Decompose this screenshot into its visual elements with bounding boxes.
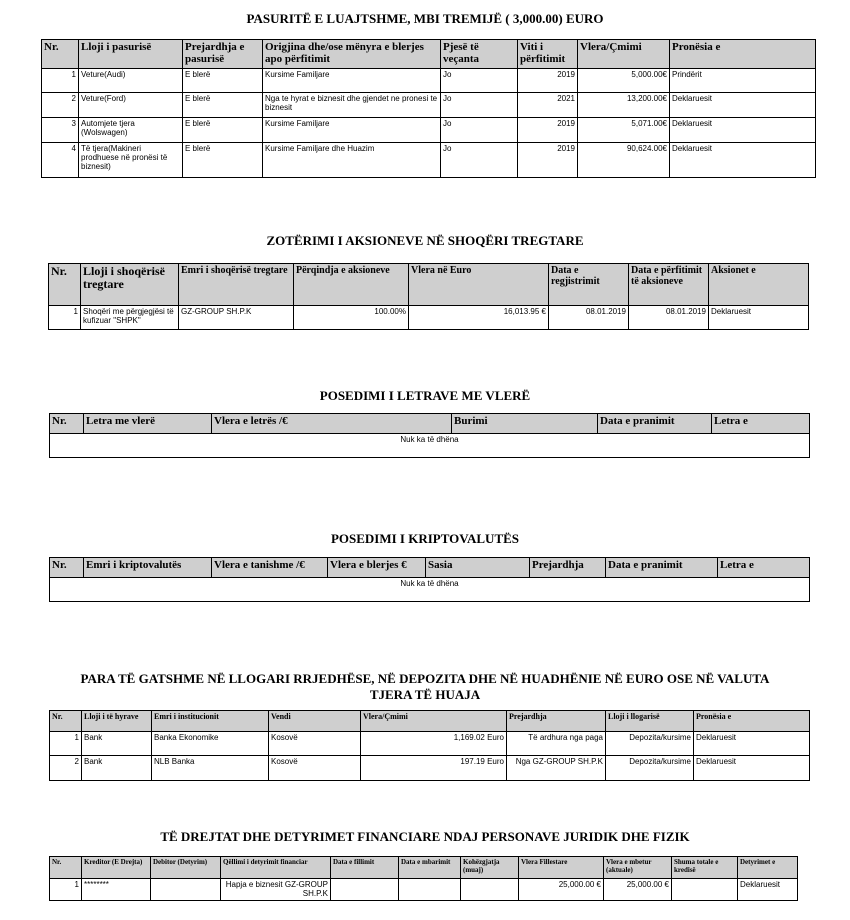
- table-header-row: [50, 857, 798, 879]
- cell-owner: Prindërit: [670, 69, 816, 93]
- cell-asset-type: Veture(Audi): [79, 69, 183, 93]
- column-header: Data e regjistrimit: [549, 264, 629, 306]
- cell-owner: Deklaruesit: [670, 118, 816, 143]
- column-header: Qëllimi i detyrimit financiar: [221, 857, 331, 879]
- cell-purpose: Hapja e biznesit GZ-GROUP SH.P.K: [221, 879, 331, 901]
- cell-nr: 2: [50, 756, 82, 781]
- column-header: Prejardhja: [507, 711, 606, 732]
- cell-owner: Deklaruesit: [709, 306, 809, 330]
- cell-income-type: Bank: [82, 732, 152, 756]
- table-row: [50, 756, 810, 781]
- cell-institution: Banka Ekonomike: [152, 732, 269, 756]
- cell-year: 2019: [518, 118, 578, 143]
- cell-nr: 1: [50, 879, 82, 901]
- cell-value: 13,200.00€: [578, 93, 670, 118]
- table-row: [42, 143, 816, 178]
- cell-owner: Deklaruesit: [694, 732, 810, 756]
- cell-debtor: [151, 879, 221, 901]
- table-row: [42, 118, 816, 143]
- securities-table: [49, 413, 810, 458]
- cell-provenance: Të ardhura nga paga: [507, 732, 606, 756]
- column-header: Letra me vlerë: [84, 414, 212, 434]
- cell-income-type: Bank: [82, 756, 152, 781]
- section-title-shares: ZOTËRIMI I AKSIONEVE NË SHOQËRI TREGTARE: [266, 233, 584, 248]
- column-header: Nr.: [42, 40, 79, 69]
- cell-value: 197.19 Euro: [361, 756, 507, 781]
- cell-nr: 3: [42, 118, 79, 143]
- shares-table: [48, 263, 809, 330]
- column-header: Përqindja e aksioneve: [294, 264, 409, 306]
- column-header: Nr.: [50, 414, 84, 434]
- cell-special-parts: Jo: [441, 118, 518, 143]
- column-header: Vlera në Euro: [409, 264, 549, 306]
- column-header: Origjina dhe/ose mënyra e blerjes apo përfitimit: [263, 40, 441, 69]
- column-header: Vlera/Çmimi: [361, 711, 507, 732]
- column-header: Emri i shoqërisë tregtare: [179, 264, 294, 306]
- cell-account-type: Depozita/kursime: [606, 756, 694, 781]
- column-header: Vendi: [269, 711, 361, 732]
- cell-value: 5,071.00€: [578, 118, 670, 143]
- section-title-movable-assets: PASURITË E LUAJTSHME, MBI TREMIJË ( 3,000.00) EURO: [246, 11, 604, 26]
- column-header: Pronësia e: [670, 40, 816, 69]
- table-header-row: [50, 711, 810, 732]
- column-header: Vlera/Çmimi: [578, 40, 670, 69]
- column-header: Viti i përfitimit: [518, 40, 578, 69]
- column-header: Vlera e tanishme /€: [212, 558, 328, 578]
- cell-provenance: E blerë: [183, 118, 263, 143]
- column-header: Nr.: [50, 711, 82, 732]
- column-header: Data e fillimit: [331, 857, 399, 879]
- section-title-securities: POSEDIMI I LETRAVE ME VLERË: [319, 388, 531, 403]
- cell-provenance: Nga GZ-GROUP SH.P.K: [507, 756, 606, 781]
- cell-value: 1,169.02 Euro: [361, 732, 507, 756]
- cell-registration-date: 08.01.2019: [549, 306, 629, 330]
- cell-nr: 1: [42, 69, 79, 93]
- column-header: Letra e: [718, 558, 810, 578]
- column-header: Kohëzgjatja (muaj): [461, 857, 519, 879]
- table-row: [50, 732, 810, 756]
- section-title-cash: PARA TË GATSHME NË LLOGARI RRJEDHËSE, NË DEPOZITA DHE NË HUADHËNIE NË EURO OSE NË VALUTA TJERA TË HUAJA: [80, 671, 770, 702]
- cash-table: [49, 710, 810, 781]
- movable-assets-table: [41, 39, 816, 178]
- column-header: Nr.: [49, 264, 81, 306]
- cell-nr: 4: [42, 143, 79, 178]
- table-header-row: [42, 40, 816, 69]
- table-row: [50, 879, 798, 901]
- column-header: Vlera e letrës /€: [212, 414, 452, 434]
- column-header: Vlera e blerjes €: [328, 558, 426, 578]
- column-header: Nr.: [50, 857, 82, 879]
- cell-special-parts: Jo: [441, 143, 518, 178]
- column-header: Aksionet e: [709, 264, 809, 306]
- cell-origin: Nga te hyrat e biznesit dhe gjendet ne pronesi te biznesit: [263, 93, 441, 118]
- cell-owner: Deklaruesit: [694, 756, 810, 781]
- cell-provenance: E blerë: [183, 143, 263, 178]
- column-header: Data e pranimit: [598, 414, 712, 434]
- section-title-obligations: TË DREJTAT DHE DETYRIMET FINANCIARE NDAJ PERSONAVE JURIDIK DHE FIZIK: [160, 829, 690, 844]
- cell-value: 5,000.00€: [578, 69, 670, 93]
- cell-asset-type: Automjete tjera (Wolswagen): [79, 118, 183, 143]
- cell-share-percent: 100.00%: [294, 306, 409, 330]
- cell-origin: Kursime Familjare: [263, 118, 441, 143]
- column-header: Letra e: [712, 414, 810, 434]
- column-header: Lloji i shoqërisë tregtare: [81, 264, 179, 306]
- cell-owner: Deklaruesit: [738, 879, 798, 901]
- cell-remaining-value: 25,000.00 €: [604, 879, 672, 901]
- cell-institution: NLB Banka: [152, 756, 269, 781]
- cell-duration: [461, 879, 519, 901]
- cell-acquisition-date: 08.01.2019: [629, 306, 709, 330]
- cell-provenance: E blerë: [183, 69, 263, 93]
- table-header-row: [50, 558, 810, 578]
- table-row: [49, 306, 809, 330]
- column-header: Vlera e mbetur (aktuale): [604, 857, 672, 879]
- table-header-row: [50, 414, 810, 434]
- column-header: Pjesë të veçanta: [441, 40, 518, 69]
- column-header: Data e mbarimit: [399, 857, 461, 879]
- table-row: [42, 69, 816, 93]
- cell-total-credit: [672, 879, 738, 901]
- cell-nr: 1: [50, 732, 82, 756]
- cell-country: Kosovë: [269, 756, 361, 781]
- column-header: Emri i institucionit: [152, 711, 269, 732]
- cell-start-date: [331, 879, 399, 901]
- cell-country: Kosovë: [269, 732, 361, 756]
- column-header: Data e përfitimit të aksioneve: [629, 264, 709, 306]
- column-header: Emri i kriptovalutës: [84, 558, 212, 578]
- no-data-message: Nuk ka të dhëna: [50, 578, 810, 602]
- cell-company-name: GZ-GROUP SH.P.K: [179, 306, 294, 330]
- cell-special-parts: Jo: [441, 69, 518, 93]
- cell-special-parts: Jo: [441, 93, 518, 118]
- cell-year: 2021: [518, 93, 578, 118]
- table-row: [50, 434, 810, 458]
- column-header: Detyrimet e: [738, 857, 798, 879]
- cell-end-date: [399, 879, 461, 901]
- column-header: Lloji i pasurisë: [79, 40, 183, 69]
- table-row: [50, 578, 810, 602]
- cell-origin: Kursime Familjare dhe Huazim: [263, 143, 441, 178]
- column-header: Prejardhja: [530, 558, 606, 578]
- cell-value: 90,624.00€: [578, 143, 670, 178]
- column-header: Shuma totale e kredisë: [672, 857, 738, 879]
- column-header: Lloji i të hyrave: [82, 711, 152, 732]
- cell-nr: 2: [42, 93, 79, 118]
- cell-owner: Deklaruesit: [670, 143, 816, 178]
- column-header: Pronësia e: [694, 711, 810, 732]
- no-data-message: Nuk ka të dhëna: [50, 434, 810, 458]
- cell-provenance: E blerë: [183, 93, 263, 118]
- cell-asset-type: Veture(Ford): [79, 93, 183, 118]
- cell-year: 2019: [518, 69, 578, 93]
- cell-year: 2019: [518, 143, 578, 178]
- table-row: [42, 93, 816, 118]
- cell-value-euro: 16,013.95 €: [409, 306, 549, 330]
- column-header: Nr.: [50, 558, 84, 578]
- cell-asset-type: Të tjera(Makineri prodhuese në pronësi të biznesit): [79, 143, 183, 178]
- cell-creditor: ********: [82, 879, 151, 901]
- column-header: Burimi: [452, 414, 598, 434]
- cell-initial-value: 25,000.00 €: [519, 879, 604, 901]
- obligations-table: [49, 856, 798, 901]
- cell-origin: Kursime Familjare: [263, 69, 441, 93]
- cell-owner: Deklaruesit: [670, 93, 816, 118]
- cell-company-type: Shoqëri me përgjegjësi të kufizuar "SHPK": [81, 306, 179, 330]
- column-header: Vlera Fillestare: [519, 857, 604, 879]
- column-header: Prejardhja e pasurisë: [183, 40, 263, 69]
- table-header-row: [49, 264, 809, 306]
- column-header: Data e pranimit: [606, 558, 718, 578]
- section-title-crypto: POSEDIMI I KRIPTOVALUTËS: [330, 531, 520, 546]
- cell-account-type: Depozita/kursime: [606, 732, 694, 756]
- column-header: Sasia: [426, 558, 530, 578]
- crypto-table: [49, 557, 810, 602]
- column-header: Lloji i llogarisë: [606, 711, 694, 732]
- cell-nr: 1: [49, 306, 81, 330]
- column-header: Kreditor (E Drejta): [82, 857, 151, 879]
- column-header: Debitor (Detyrim): [151, 857, 221, 879]
